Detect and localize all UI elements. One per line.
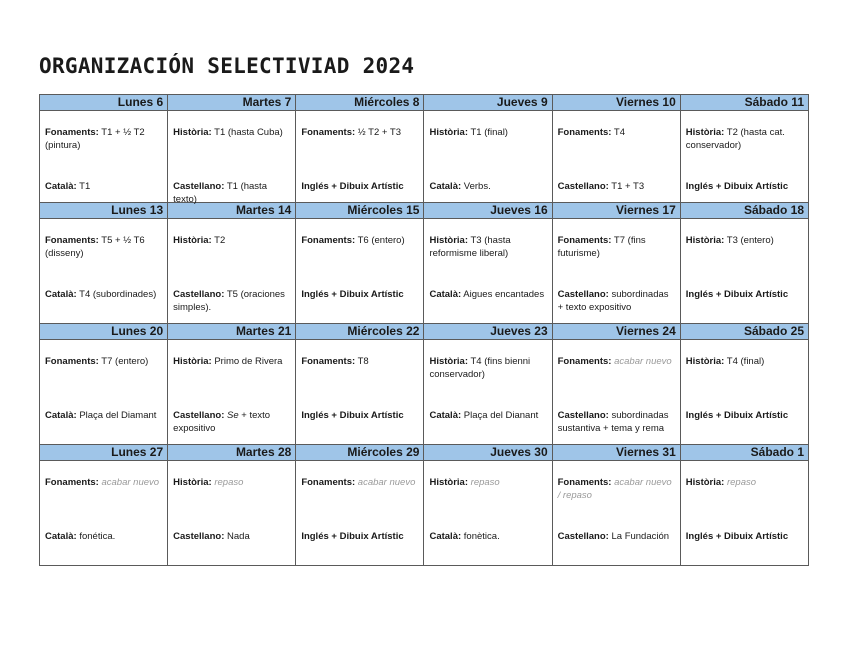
day-cell — [552, 219, 680, 324]
day-cell — [680, 340, 808, 445]
day-cell — [424, 340, 552, 445]
subject-label: Inglés + Dibuix Artístic — [301, 531, 404, 542]
day-header: Viernes 24 — [552, 324, 680, 340]
subject-label: Història: — [173, 477, 212, 488]
study-entry — [558, 355, 675, 368]
study-entry — [429, 180, 546, 193]
study-entry — [45, 288, 162, 301]
study-entry — [301, 409, 418, 422]
subject-label: Castellano: — [173, 289, 225, 300]
study-entry — [686, 180, 803, 193]
subject-label: Català: — [429, 289, 462, 300]
day-header: Lunes 20 — [40, 324, 168, 340]
week-body-row — [40, 340, 809, 445]
day-cell — [168, 219, 296, 324]
entry-text: T4 (final) — [724, 356, 765, 367]
subject-label: Fonaments: — [301, 356, 356, 367]
entry-text: subordinadas sustantiva + tema y rema — [557, 410, 669, 434]
entry-text: acabar nuevo — [355, 477, 416, 488]
study-entry — [173, 476, 290, 489]
subject-label: Castellano: — [557, 289, 609, 300]
study-entry — [45, 180, 162, 193]
subject-label: Fonaments: — [557, 477, 612, 488]
entry-text: T4 (subordinades) — [76, 289, 157, 300]
subject-label: Història: — [685, 477, 725, 488]
entry-text: T1 + ½ T2 (pintura) — [45, 127, 145, 151]
entry-text: acabar nuevo — [611, 356, 672, 367]
subject-label: Història: — [173, 127, 212, 138]
subject-label: Fonaments: — [45, 235, 99, 246]
study-entry — [45, 126, 162, 152]
subject-label: Fonaments: — [301, 477, 356, 488]
day-cell — [40, 219, 168, 324]
study-entry — [558, 234, 675, 260]
study-entry — [45, 234, 162, 260]
subject-label: Català: — [45, 531, 77, 542]
day-header: Jueves 9 — [424, 95, 552, 111]
entry-text: repaso — [724, 477, 757, 488]
entry-text: subordinadas + texto expositivo — [557, 289, 669, 313]
study-entry — [558, 288, 675, 314]
entry-text: repaso — [468, 477, 500, 488]
entry-text: T5 + ½ T6 (disseny) — [45, 235, 145, 259]
subject-label: Castellano: — [173, 410, 225, 421]
day-header: Viernes 31 — [552, 445, 680, 461]
study-entry — [45, 530, 162, 543]
study-entry — [173, 355, 290, 368]
week-body-row — [40, 111, 809, 203]
subject-label: Fonaments: — [45, 127, 99, 138]
day-cell — [680, 219, 808, 324]
subject-label: Català: — [429, 531, 462, 542]
entry-text: Plaça del Dianant — [461, 410, 539, 421]
entry-text: Verbs. — [461, 181, 491, 192]
day-header: Martes 21 — [168, 324, 296, 340]
entry-text: T1 (hasta texto) — [173, 181, 267, 205]
entry-text: T4 (fins bienni conservador) — [429, 356, 531, 380]
subject-label: Història: — [429, 127, 469, 138]
study-entry — [686, 288, 803, 301]
study-entry — [686, 234, 803, 247]
study-entry — [301, 355, 418, 368]
day-cell — [424, 461, 552, 566]
subject-label: Castellano: — [557, 181, 609, 192]
study-entry — [173, 530, 290, 543]
day-header: Sábado 18 — [680, 203, 808, 219]
study-entry — [686, 355, 803, 368]
subject-label: Fonaments: — [301, 235, 356, 246]
subject-label: Història: — [429, 477, 469, 488]
subject-label: Història: — [429, 356, 469, 367]
study-entry — [429, 530, 546, 543]
entry-text: T2 — [211, 235, 226, 246]
day-header: Viernes 17 — [552, 203, 680, 219]
day-header: Miércoles 15 — [296, 203, 424, 219]
subject-label: Fonaments: — [557, 127, 612, 138]
subject-label: Castellano: — [557, 531, 609, 542]
study-entry — [558, 409, 675, 435]
study-entry — [686, 476, 803, 489]
subject-label: Història: — [429, 235, 469, 246]
subject-label: Català: — [45, 289, 77, 300]
study-entry — [429, 126, 546, 139]
day-header: Jueves 16 — [424, 203, 552, 219]
study-entry — [301, 126, 418, 139]
entry-text: acabar nuevo / repaso — [557, 477, 672, 501]
study-entry — [301, 288, 418, 301]
study-entry — [429, 476, 546, 489]
entry-text: ½ T2 + T3 — [355, 127, 402, 138]
entry-text: T2 (hasta cat. conservador) — [685, 127, 785, 151]
subject-label: Català: — [429, 410, 462, 421]
entry-text: La Fundación — [608, 531, 670, 542]
subject-label: Català: — [45, 181, 77, 192]
day-cell — [424, 219, 552, 324]
study-entry — [45, 409, 162, 422]
entry-text: Nada — [224, 531, 250, 542]
day-cell — [296, 340, 424, 445]
study-entry — [301, 234, 418, 247]
study-entry — [301, 530, 418, 543]
day-header: Martes 28 — [168, 445, 296, 461]
day-cell — [296, 219, 424, 324]
subject-label: Castellano: — [173, 181, 225, 192]
study-entry — [173, 180, 290, 206]
entry-text: T6 (entero) — [355, 235, 405, 246]
study-entry — [173, 409, 290, 435]
subject-label: Català: — [45, 410, 77, 421]
subject-label: Inglés + Dibuix Artístic — [685, 531, 789, 542]
subject-label: Inglés + Dibuix Artístic — [301, 289, 404, 300]
entry-text: acabar nuevo — [98, 477, 160, 488]
day-cell — [40, 340, 168, 445]
page-title: ORGANIZACIÓN SELECTIVIAD 2024 — [39, 54, 415, 78]
study-entry — [173, 234, 290, 247]
day-cell — [168, 461, 296, 566]
day-header: Martes 14 — [168, 203, 296, 219]
entry-text: T8 — [355, 356, 369, 367]
entry-text: Primo de Rivera — [211, 356, 283, 367]
subject-label: Fonaments: — [557, 235, 612, 246]
day-cell — [40, 111, 168, 203]
entry-text: fonética. — [76, 531, 116, 542]
entry-text: T1 + T3 — [608, 181, 645, 192]
entry-text: T7 (entero) — [98, 356, 149, 367]
day-header: Lunes 13 — [40, 203, 168, 219]
day-cell — [168, 111, 296, 203]
subject-label: Història: — [173, 235, 212, 246]
study-entry — [429, 409, 546, 422]
entry-text: T5 (oraciones simples). — [173, 289, 285, 313]
study-entry — [686, 126, 803, 152]
entry-text: T3 (entero) — [724, 235, 774, 246]
study-entry — [558, 126, 675, 139]
day-cell — [552, 111, 680, 203]
entry-text: Aigues encantades — [461, 289, 545, 300]
study-entry — [45, 355, 162, 368]
subject-label: Inglés + Dibuix Artístic — [685, 289, 789, 300]
subject-label: Inglés + Dibuix Artístic — [685, 181, 789, 192]
study-entry — [301, 180, 418, 193]
study-entry — [429, 355, 546, 381]
entry-text: T1 — [76, 181, 91, 192]
day-cell — [680, 461, 808, 566]
day-header: Sábado 25 — [680, 324, 808, 340]
subject-label: Inglés + Dibuix Artístic — [301, 181, 404, 192]
entry-text: T1 (hasta Cuba) — [211, 127, 283, 138]
subject-label: Inglés + Dibuix Artístic — [301, 410, 404, 421]
study-entry — [558, 476, 675, 502]
week-header-row — [40, 324, 809, 340]
day-cell — [552, 461, 680, 566]
entry-text: Plaça del Diamant — [76, 410, 157, 421]
subject-label: Història: — [173, 356, 212, 367]
subject-label: Fonaments: — [301, 127, 356, 138]
day-header: Miércoles 22 — [296, 324, 424, 340]
day-header: Sábado 1 — [680, 445, 808, 461]
entry-text: T7 (fins futurisme) — [557, 235, 646, 259]
subject-label: Fonaments: — [557, 356, 612, 367]
day-cell — [552, 340, 680, 445]
day-header: Miércoles 29 — [296, 445, 424, 461]
subject-label: Història: — [685, 127, 725, 138]
entry-text: T3 (hasta reformisme liberal) — [429, 235, 511, 259]
day-cell — [424, 111, 552, 203]
entry-text: T1 (final) — [468, 127, 508, 138]
week-header-row — [40, 203, 809, 219]
calendar-table — [39, 94, 809, 566]
subject-label: Castellano: — [557, 410, 609, 421]
entry-text: fonètica. — [461, 531, 500, 542]
day-header: Miércoles 8 — [296, 95, 424, 111]
day-header: Martes 7 — [168, 95, 296, 111]
subject-label: Fonaments: — [45, 356, 99, 367]
day-header: Lunes 6 — [40, 95, 168, 111]
study-entry — [558, 180, 675, 193]
subject-label: Castellano: — [173, 531, 225, 542]
day-cell — [40, 461, 168, 566]
study-entry — [173, 126, 290, 139]
day-cell — [168, 340, 296, 445]
study-entry — [45, 476, 162, 489]
subject-label: Inglés + Dibuix Artístic — [685, 410, 789, 421]
subject-label: Català: — [429, 181, 462, 192]
day-cell — [296, 461, 424, 566]
day-header: Jueves 30 — [424, 445, 552, 461]
entry-text: + texto expositivo — [173, 410, 271, 434]
study-entry — [429, 234, 546, 260]
study-entry — [686, 409, 803, 422]
week-body-row — [40, 461, 809, 566]
study-entry — [301, 476, 418, 489]
day-header: Sábado 11 — [680, 95, 808, 111]
week-body-row — [40, 219, 809, 324]
day-cell — [296, 111, 424, 203]
entry-text: repaso — [211, 477, 244, 488]
subject-label: Història: — [685, 235, 725, 246]
day-header: Viernes 10 — [552, 95, 680, 111]
study-entry — [686, 530, 803, 543]
study-entry — [558, 530, 675, 543]
study-entry — [173, 288, 290, 314]
study-entry — [429, 288, 546, 301]
week-header-row — [40, 95, 809, 111]
day-cell — [680, 111, 808, 203]
week-header-row — [40, 445, 809, 461]
day-header: Jueves 23 — [424, 324, 552, 340]
entry-text: T4 — [611, 127, 626, 138]
entry-italic-text: Se — [224, 410, 239, 421]
day-header: Lunes 27 — [40, 445, 168, 461]
subject-label: Fonaments: — [45, 477, 99, 488]
subject-label: Història: — [685, 356, 725, 367]
